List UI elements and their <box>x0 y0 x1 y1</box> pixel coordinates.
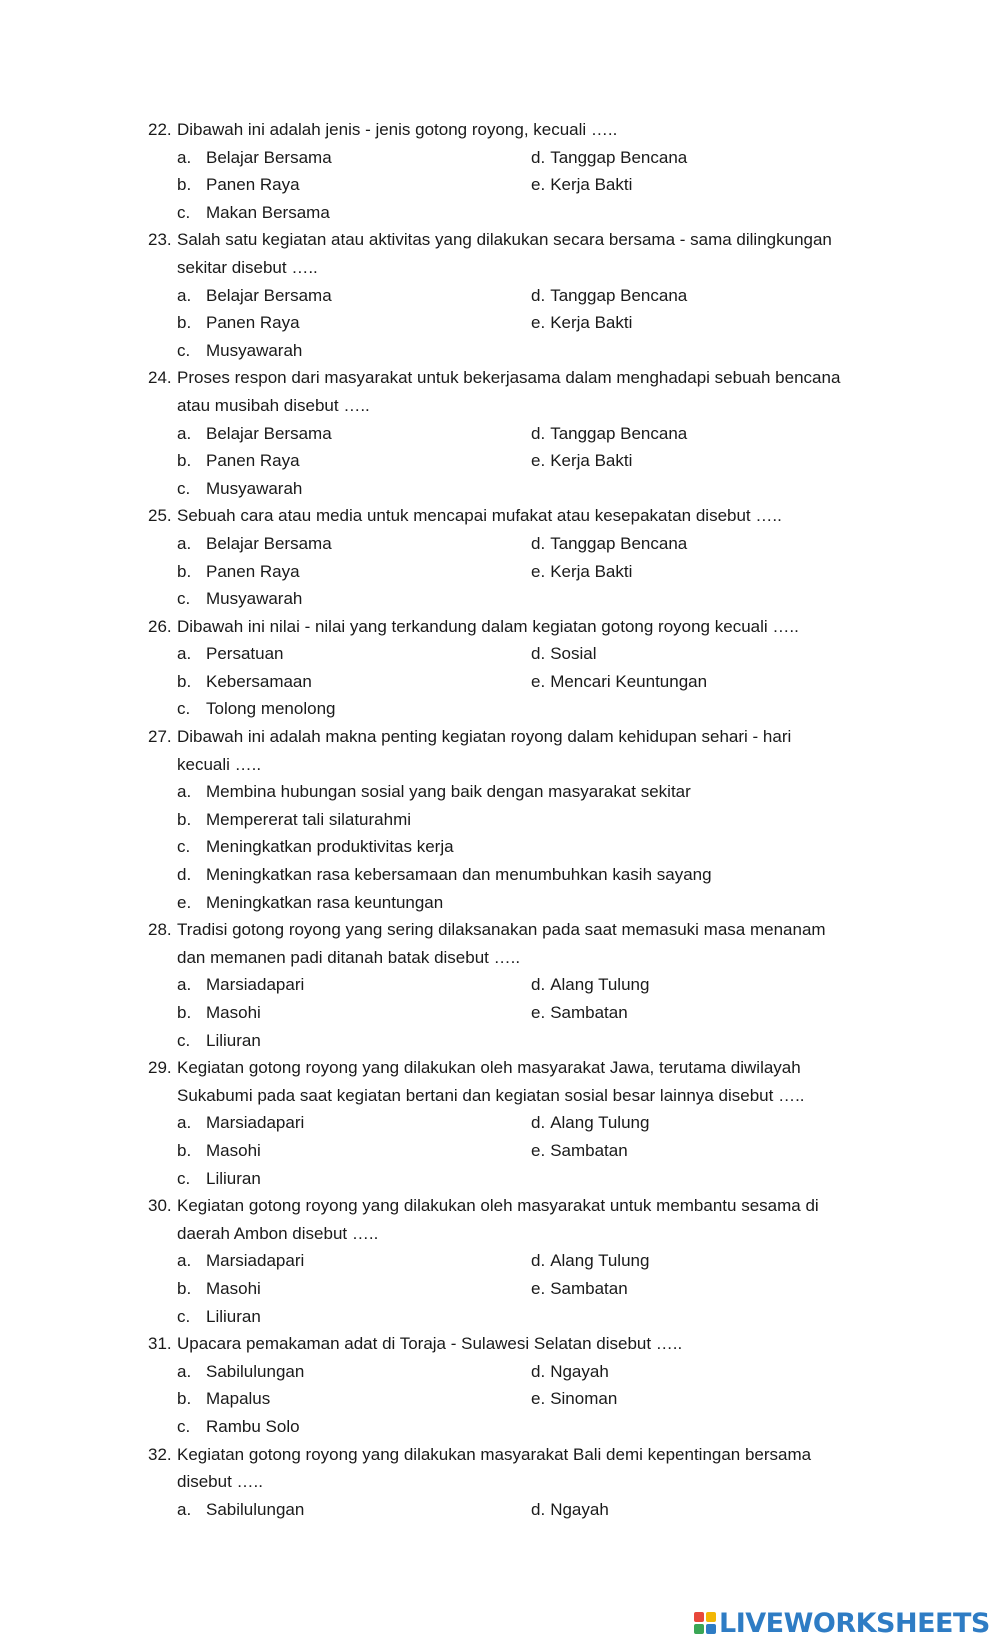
option-text: Kebersamaan <box>206 671 312 691</box>
answer-option <box>177 1165 261 1193</box>
option-text: Tanggap Bencana <box>550 423 688 443</box>
liveworksheets-logo-icon <box>694 1612 716 1634</box>
option-text: Masohi <box>206 1003 261 1022</box>
option-text: Tanggap Bencana <box>550 147 688 167</box>
option-row <box>148 420 888 448</box>
question-line <box>148 116 888 144</box>
question-text: Sukabumi pada saat kegiatan bertani dan kegiatan sosial besar lainnya disebut ….. <box>177 1085 805 1105</box>
answer-option <box>177 447 300 475</box>
option-text: Tanggap Bencana <box>550 533 688 553</box>
question-block <box>148 1192 888 1330</box>
question-line <box>148 1192 888 1220</box>
option-letter: c. <box>177 1168 191 1188</box>
question-block <box>148 916 888 1054</box>
question-block <box>148 1054 888 1192</box>
logo-square-red <box>694 1612 704 1622</box>
option-letter: e. <box>531 1389 546 1409</box>
question-line-continued <box>148 944 888 972</box>
option-text: Liliuran <box>206 1168 261 1188</box>
answer-option <box>531 1496 609 1524</box>
option-text: Alang Tulung <box>550 975 650 995</box>
question-text: Dibawah ini adalah jenis - jenis gotong royong, kecuali ….. <box>177 120 618 139</box>
option-text: Tanggap Bencana <box>550 285 688 305</box>
option-row <box>148 558 888 586</box>
answer-option <box>177 668 312 696</box>
option-row <box>148 337 888 365</box>
option-letter: a. <box>177 1361 192 1381</box>
question-number: 31. <box>148 1334 172 1354</box>
question-line <box>148 613 888 641</box>
option-letter: d. <box>177 865 192 885</box>
answer-option <box>177 778 691 806</box>
question-number: 25. <box>148 506 172 526</box>
option-letter: e. <box>531 671 546 691</box>
option-text: Meningkatkan produktivitas kerja <box>206 837 454 857</box>
answer-option <box>531 447 632 475</box>
answer-option <box>177 585 302 613</box>
answer-option <box>177 282 332 310</box>
question-number: 32. <box>148 1444 172 1464</box>
option-text: Sabilulungan <box>206 1361 305 1381</box>
option-text: Musyawarah <box>206 589 303 609</box>
option-letter: a. <box>177 423 192 443</box>
question-text: daerah Ambon disebut ….. <box>177 1223 379 1243</box>
option-letter: c. <box>177 589 191 609</box>
option-text: Belajar Bersama <box>206 285 332 305</box>
question-text: disebut ….. <box>177 1472 263 1492</box>
option-row <box>148 447 888 475</box>
worksheet <box>148 116 888 1523</box>
option-text: Persatuan <box>206 644 284 664</box>
option-letter: e. <box>531 561 546 581</box>
answer-option <box>177 1027 261 1055</box>
question-line-continued <box>148 1082 888 1110</box>
option-letter: a. <box>177 533 192 553</box>
option-letter: e. <box>531 1003 546 1022</box>
answer-option <box>177 530 332 558</box>
question-block <box>148 116 888 226</box>
question-line-continued <box>148 254 888 282</box>
option-letter: a. <box>177 285 192 305</box>
answer-option <box>177 475 302 503</box>
answer-option <box>177 337 302 365</box>
answer-option <box>177 806 411 834</box>
answer-option <box>177 1358 304 1386</box>
option-letter: c. <box>177 1030 191 1050</box>
question-number: 28. <box>148 920 172 940</box>
answer-option <box>177 1275 261 1303</box>
option-text: Masohi <box>206 1278 261 1298</box>
answer-option <box>177 1109 304 1137</box>
answer-option <box>177 1303 261 1331</box>
question-line-continued <box>148 1220 888 1248</box>
question-text: Kegiatan gotong royong yang dilakukan oleh masyarakat Jawa, terutama diwilayah <box>177 1058 801 1078</box>
question-block <box>148 226 888 364</box>
question-line-continued <box>148 751 888 779</box>
option-text: Mempererat tali silaturahmi <box>206 809 412 829</box>
question-text: Kegiatan gotong royong yang dilakukan masyarakat Bali demi kepentingan bersama <box>177 1444 812 1464</box>
question-text: atau musibah disebut ….. <box>177 395 370 415</box>
answer-option <box>177 199 330 227</box>
question-block <box>148 723 888 916</box>
answer-option <box>177 971 304 999</box>
answer-option <box>531 282 687 310</box>
option-letter: c. <box>177 478 191 498</box>
option-letter: d. <box>531 975 546 995</box>
answer-option <box>177 309 300 337</box>
option-row <box>148 668 888 696</box>
option-row <box>148 530 888 558</box>
option-letter: c. <box>177 1416 191 1436</box>
answer-option <box>177 695 335 723</box>
answer-option <box>531 1275 628 1303</box>
option-text: Marsiadapari <box>206 1113 305 1133</box>
answer-option <box>177 558 300 586</box>
question-text: Dibawah ini adalah makna penting kegiatan royong dalam kehidupan sehari - hari <box>177 727 792 747</box>
question-line <box>148 723 888 751</box>
option-row <box>148 806 888 834</box>
option-letter: a. <box>177 1251 192 1271</box>
question-text: Salah satu kegiatan atau aktivitas yang dilakukan secara bersama - sama dilingkungan <box>177 230 832 250</box>
option-letter: b. <box>177 1278 192 1298</box>
option-letter: e. <box>531 451 546 471</box>
question-block <box>148 502 888 612</box>
question-line <box>148 1330 888 1358</box>
answer-option <box>531 309 632 337</box>
option-text: Makan Bersama <box>206 202 330 222</box>
option-text: Belajar Bersama <box>206 533 332 553</box>
option-row <box>148 1275 888 1303</box>
option-text: Meningkatkan rasa kebersamaan dan menumbuhkan kasih sayang <box>206 865 712 885</box>
option-text: Meningkatkan rasa keuntungan <box>206 892 444 912</box>
option-row <box>148 1165 888 1193</box>
option-text: Marsiadapari <box>206 1251 305 1271</box>
answer-option <box>177 1496 304 1524</box>
option-row <box>148 1247 888 1275</box>
option-letter: e. <box>531 1140 546 1160</box>
question-block <box>148 364 888 502</box>
option-text: Sosial <box>550 644 597 664</box>
logo-square-green <box>694 1624 704 1634</box>
option-text: Masohi <box>206 1140 261 1160</box>
answer-option <box>531 668 707 696</box>
option-letter: d. <box>531 147 546 167</box>
question-text: sekitar disebut ….. <box>177 257 318 277</box>
question-number: 22. <box>148 120 172 139</box>
liveworksheets-logo <box>694 1608 990 1638</box>
option-text: Mapalus <box>206 1389 271 1409</box>
option-row <box>148 640 888 668</box>
question-text: Tradisi gotong royong yang sering dilaksanakan pada saat memasuki masa menanam <box>177 920 826 940</box>
option-text: Musyawarah <box>206 478 303 498</box>
answer-option <box>177 999 261 1027</box>
option-row <box>148 971 888 999</box>
answer-option <box>177 1247 304 1275</box>
option-text: Alang Tulung <box>550 1251 650 1271</box>
option-row <box>148 1137 888 1165</box>
question-text: dan memanen padi ditanah batak disebut ….. <box>177 947 521 967</box>
answer-option <box>177 144 332 172</box>
option-text: Panen Raya <box>206 561 300 581</box>
brand-name: LIVEWORKSHEETS <box>719 1607 990 1639</box>
option-text: Mencari Keuntungan <box>550 671 708 691</box>
option-letter: e. <box>531 313 546 333</box>
option-letter: b. <box>177 809 192 829</box>
option-row <box>148 1496 888 1524</box>
option-row <box>148 861 888 889</box>
option-letter: d. <box>531 644 546 664</box>
option-text: Belajar Bersama <box>206 423 332 443</box>
option-row <box>148 282 888 310</box>
option-letter: b. <box>177 1140 192 1160</box>
question-line-continued <box>148 392 888 420</box>
question-line <box>148 502 888 530</box>
answer-option <box>531 530 687 558</box>
question-number: 23. <box>148 230 172 250</box>
question-text: kecuali ….. <box>177 754 262 774</box>
option-letter: e. <box>531 1278 546 1298</box>
option-text: Liliuran <box>206 1030 261 1050</box>
option-text: Liliuran <box>206 1306 261 1326</box>
question-number: 24. <box>148 368 172 388</box>
answer-option <box>177 1137 261 1165</box>
question-block <box>148 1330 888 1440</box>
option-letter: a. <box>177 644 192 664</box>
question-text: Sebuah cara atau media untuk mencapai mufakat atau kesepakatan disebut ….. <box>177 506 782 526</box>
question-number: 30. <box>148 1196 172 1216</box>
option-text: Sinoman <box>550 1389 618 1409</box>
answer-option <box>177 640 284 668</box>
option-row <box>148 778 888 806</box>
option-letter: b. <box>177 175 192 195</box>
question-line <box>148 916 888 944</box>
option-letter: e. <box>177 892 192 912</box>
option-letter: a. <box>177 975 192 995</box>
answer-option <box>177 833 454 861</box>
option-letter: b. <box>177 671 192 691</box>
option-text: Kerja Bakti <box>550 175 633 195</box>
question-number: 26. <box>148 616 172 636</box>
answer-option <box>531 171 632 199</box>
option-letter: c. <box>177 837 191 857</box>
option-text: Membina hubungan sosial yang baik dengan masyarakat sekitar <box>206 782 691 802</box>
answer-option <box>177 1385 270 1413</box>
question-number: 27. <box>148 727 172 747</box>
option-text: Rambu Solo <box>206 1416 300 1436</box>
question-line <box>148 364 888 392</box>
option-letter: a. <box>177 1499 192 1519</box>
answer-option <box>531 1247 649 1275</box>
option-row <box>148 475 888 503</box>
option-row <box>148 309 888 337</box>
option-letter: e. <box>531 175 546 195</box>
answer-option <box>531 1137 628 1165</box>
option-text: Panen Raya <box>206 451 300 471</box>
question-number: 29. <box>148 1058 172 1078</box>
option-row <box>148 833 888 861</box>
option-letter: b. <box>177 451 192 471</box>
option-row <box>148 1385 888 1413</box>
option-letter: d. <box>531 423 546 443</box>
question-line <box>148 226 888 254</box>
logo-square-yellow <box>706 1612 716 1622</box>
option-letter: c. <box>177 1306 191 1326</box>
option-row <box>148 999 888 1027</box>
option-text: Kerja Bakti <box>550 451 633 471</box>
option-row <box>148 1109 888 1137</box>
option-text: Kerja Bakti <box>550 561 633 581</box>
question-text: Upacara pemakaman adat di Toraja - Sulawesi Selatan disebut ….. <box>177 1334 683 1354</box>
option-row <box>148 1027 888 1055</box>
logo-square-blue <box>706 1624 716 1634</box>
option-text: Sambatan <box>550 1003 628 1022</box>
option-text: Ngayah <box>550 1499 609 1519</box>
option-text: Musyawarah <box>206 340 303 360</box>
option-text: Belajar Bersama <box>206 147 332 167</box>
answer-option <box>177 861 712 889</box>
option-letter: d. <box>531 1113 546 1133</box>
answer-option <box>177 171 300 199</box>
question-line <box>148 1441 888 1469</box>
option-text: Sambatan <box>550 1140 628 1160</box>
option-text: Tolong menolong <box>206 699 336 719</box>
option-row <box>148 144 888 172</box>
option-letter: d. <box>531 285 546 305</box>
option-letter: d. <box>531 1361 546 1381</box>
option-letter: b. <box>177 1389 192 1409</box>
answer-option <box>531 640 597 668</box>
option-letter: a. <box>177 782 192 802</box>
option-text: Panen Raya <box>206 175 300 195</box>
option-row <box>148 585 888 613</box>
option-row <box>148 171 888 199</box>
option-row <box>148 1413 888 1441</box>
option-letter: d. <box>531 533 546 553</box>
question-text: Dibawah ini nilai - nilai yang terkandung dalam kegiatan gotong royong kecuali ….. <box>177 616 799 636</box>
answer-option <box>531 420 687 448</box>
answer-option <box>531 558 632 586</box>
option-letter: b. <box>177 313 192 333</box>
option-letter: b. <box>177 561 192 581</box>
option-text: Sambatan <box>550 1278 628 1298</box>
option-letter: a. <box>177 147 192 167</box>
option-letter: c. <box>177 202 191 222</box>
answer-option <box>531 999 628 1027</box>
option-letter: a. <box>177 1113 192 1133</box>
answer-option <box>177 1413 300 1441</box>
option-text: Sabilulungan <box>206 1499 305 1519</box>
answer-option <box>177 420 332 448</box>
question-line <box>148 1054 888 1082</box>
option-row <box>148 199 888 227</box>
question-text: Proses respon dari masyarakat untuk bekerjasama dalam menghadapi sebuah bencana <box>177 368 841 388</box>
answer-option <box>531 971 649 999</box>
option-letter: c. <box>177 699 191 719</box>
answer-option <box>531 1385 617 1413</box>
option-text: Ngayah <box>550 1361 609 1381</box>
option-letter: c. <box>177 340 191 360</box>
option-row <box>148 695 888 723</box>
option-letter: d. <box>531 1251 546 1271</box>
answer-option <box>177 889 443 917</box>
option-row <box>148 1358 888 1386</box>
answer-option <box>531 1109 649 1137</box>
option-letter: b. <box>177 1003 192 1022</box>
question-block <box>148 613 888 723</box>
option-text: Marsiadapari <box>206 975 305 995</box>
answer-option <box>531 1358 609 1386</box>
option-text: Alang Tulung <box>550 1113 650 1133</box>
option-row <box>148 889 888 917</box>
option-letter: d. <box>531 1499 546 1519</box>
option-text: Kerja Bakti <box>550 313 633 333</box>
option-row <box>148 1303 888 1331</box>
question-block <box>148 1441 888 1524</box>
option-text: Panen Raya <box>206 313 300 333</box>
answer-option <box>531 144 687 172</box>
question-line-continued <box>148 1468 888 1496</box>
question-text: Kegiatan gotong royong yang dilakukan oleh masyarakat untuk membantu sesama di <box>177 1196 819 1216</box>
